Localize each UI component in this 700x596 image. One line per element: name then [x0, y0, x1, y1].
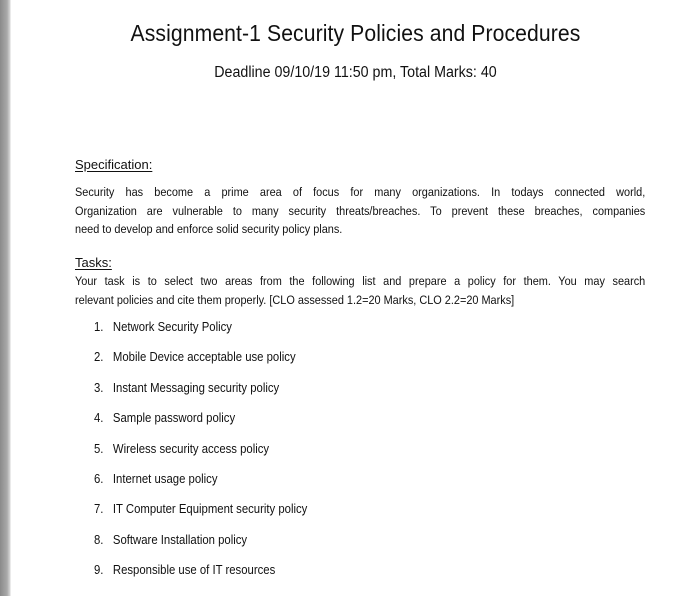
list-item: [94, 502, 307, 532]
list-item-label: Wireless security access policy: [112, 441, 270, 456]
list-item: [94, 350, 307, 380]
list-item: [94, 411, 307, 441]
list-item-number: 8.: [94, 532, 104, 547]
document-title: Assignment-1 Security Policies and Procedures: [130, 20, 581, 46]
tasks-paragraph: [75, 272, 645, 309]
list-item-number: 4.: [94, 411, 104, 426]
specification-paragraph: [75, 183, 645, 239]
policy-list: [94, 320, 331, 594]
tasks-line: Your task is to select two areas from the following list and prepare a policy for them. You may search: [75, 274, 646, 288]
specification-line: Security has become a prime area of focus for many organizations. In todays connected world,: [75, 185, 646, 199]
specification-heading: Specification:: [75, 157, 153, 172]
list-item-number: 5.: [94, 441, 104, 456]
list-item-label: Sample password policy: [112, 411, 236, 426]
list-item: [94, 381, 307, 411]
list-item-number: 9.: [94, 563, 104, 578]
list-item-label: Instant Messaging security policy: [112, 380, 280, 395]
list-item-number: 1.: [94, 320, 104, 334]
list-item: [94, 563, 307, 593]
list-item-label: Software Installation policy: [112, 532, 248, 547]
list-item-label: Mobile Device acceptable use policy: [112, 350, 296, 365]
specification-line: need to develop and enforce solid security policy plans.: [75, 222, 343, 236]
list-item-label: IT Computer Equipment security policy: [112, 502, 308, 517]
list-item-number: 2.: [94, 350, 104, 365]
list-item-number: 6.: [94, 471, 104, 486]
list-item-label: Internet usage policy: [112, 471, 218, 486]
list-item: [94, 472, 307, 502]
list-item: [94, 533, 307, 563]
list-item-label: Responsible use of IT resources: [112, 563, 276, 578]
list-item: [94, 320, 307, 350]
page-edge-shadow: [0, 0, 11, 596]
tasks-line: relevant policies and cite them properly. [CLO assessed 1.2=20 Marks, CLO 2.2=20 Marks]: [75, 292, 515, 307]
tasks-heading: Tasks:: [75, 255, 112, 270]
list-item-number: 7.: [94, 502, 104, 517]
list-item-label: Network Security Policy: [112, 320, 232, 334]
deadline-line: Deadline 09/10/19 11:50 pm, Total Marks: 40: [214, 64, 497, 81]
specification-line: Organization are vulnerable to many security threats/breaches. To prevent these breaches, companies: [75, 203, 646, 218]
list-item: [94, 442, 307, 472]
list-item-number: 3.: [94, 380, 104, 395]
document-page: [11, 0, 700, 596]
